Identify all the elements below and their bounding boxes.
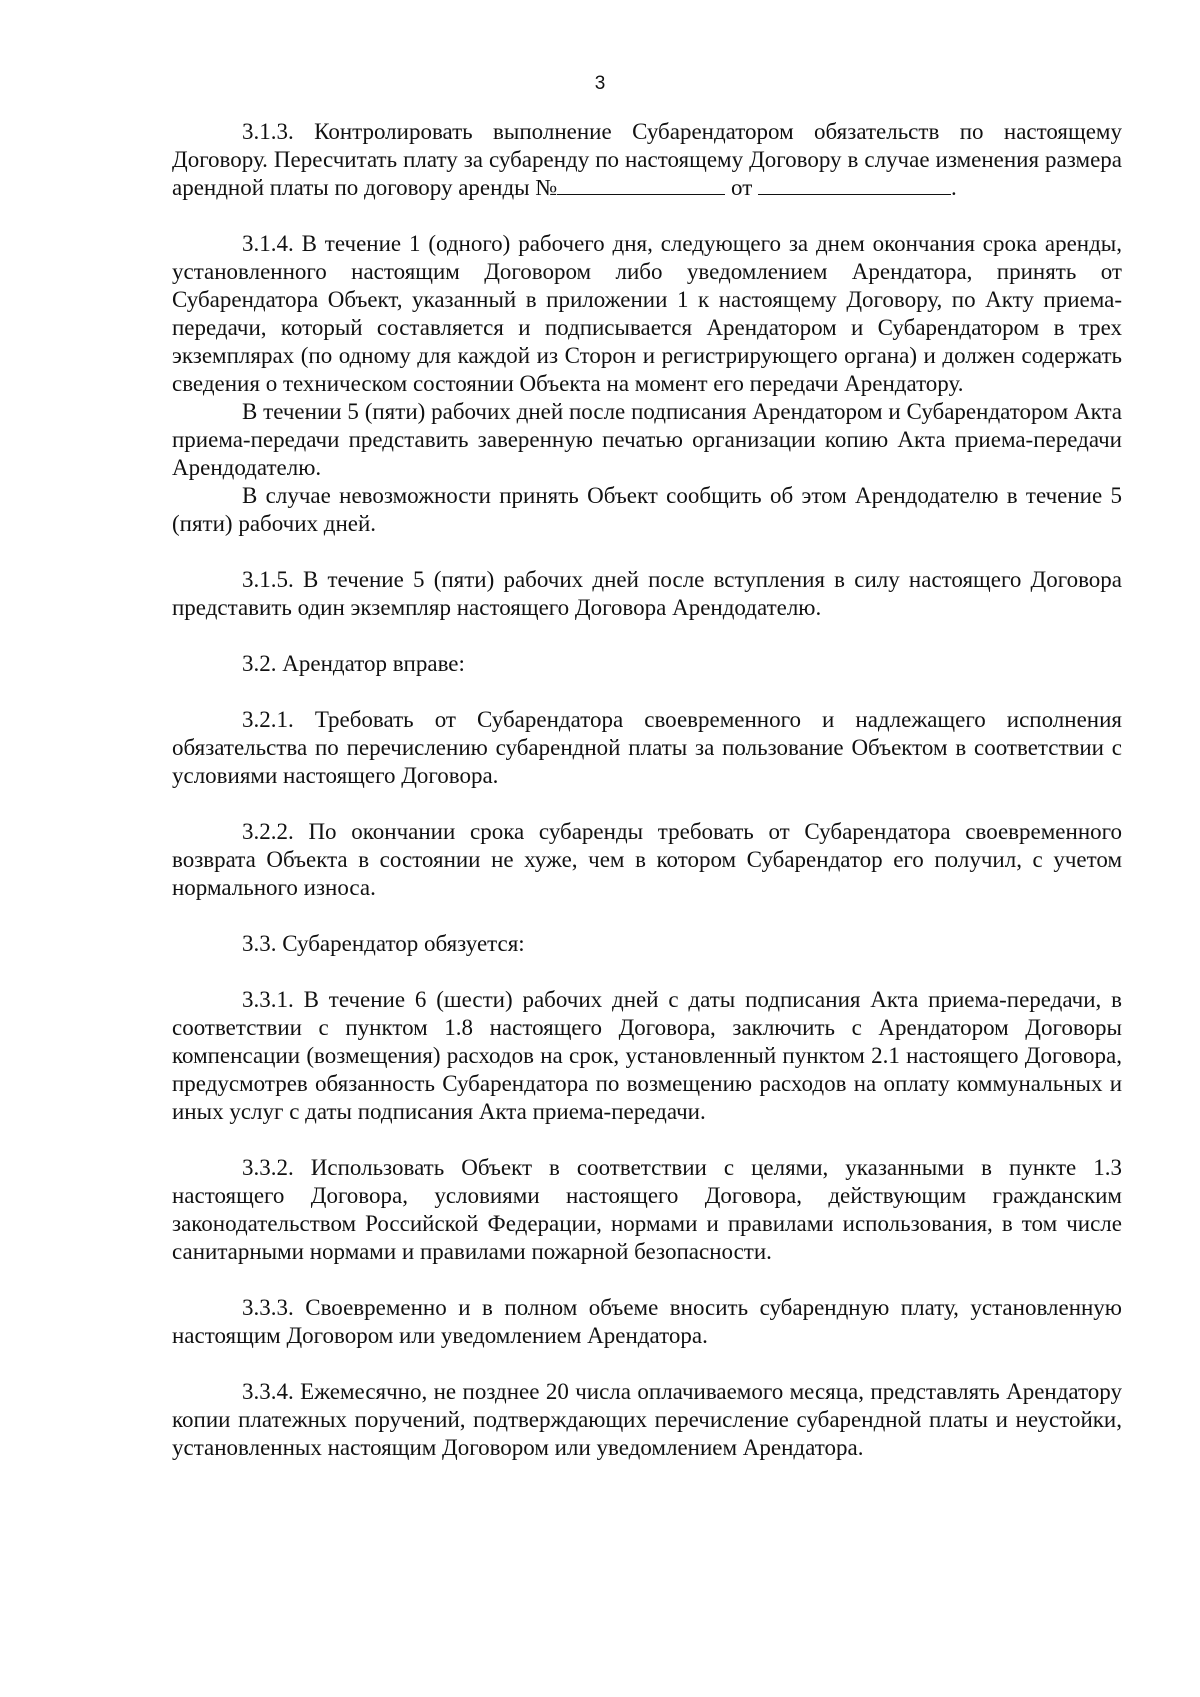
clause-3-3-2: 3.3.2. Использовать Объект в соответствии с целями, указанными в пункте 1.3 настоящего Договора, условиями настоящего Договора, действующим гражданским законодательством Российской Федерации, нормами и правилами использования, в том числе санитарными нормами и правилами пожарной безопасности. xyxy=(172,1155,1122,1264)
clause-3-2-heading: 3.2. Арендатор вправе: xyxy=(242,651,465,676)
clause-3-1-4-paragraph-3: В случае невозможности принять Объект сообщить об этом Арендодателю в течение 5 (пяти) рабочих дней. xyxy=(172,483,1122,536)
clause-3-1-3-from: от xyxy=(725,175,759,200)
clause-3-2-1: 3.2.1. Требовать от Субарендатора своевременного и надлежащего исполнения обязательства по перечислению субарендной платы за пользование Объектом в соответствии с условиями настоящего Договора. xyxy=(172,707,1122,788)
contract-date-blank xyxy=(758,174,951,195)
clause-3-1-3-text: 3.1.3. Контролировать выполнение Субарендатором обязательств по настоящему Договору. Пересчитать плату за субаренду по настоящему Договору в случае изменения размера арендной платы по договору аренды № xyxy=(172,119,1122,200)
clause-3-1-4: 3.1.4. В течение 1 (одного) рабочего дня, следующего за днем окончания срока аренды, установленного настоящим Договором либо уведомлением Арендатора, принять от Субарендатора Объект, указанный в приложении 1 к настоящему Договору, по Акту приема-передачи, который составляется и подписывается Арендатором и Субарендатором в трех экземплярах (по одному для каждой из Сторон и регистрирующего органа) и должен содержать сведения о техническом состоянии Объекта на момент его передачи Арендатору. xyxy=(172,231,1122,396)
clause-3-3-1: 3.3.1. В течение 6 (шести) рабочих дней с даты подписания Акта приема-передачи, в соответствии с пунктом 1.8 настоящего Договора, заключить с Арендатором Договоры компенсации (возмещения) расходов на срок, установленный пунктом 2.1 настоящего Договора, предусмотрев обязанность Субарендатора по возмещению расходов на оплату коммунальных и иных услуг с даты подписания Акта приема-передачи. xyxy=(172,987,1122,1124)
contract-number-blank xyxy=(557,174,725,195)
clause-3-2-2: 3.2.2. По окончании срока субаренды требовать от Субарендатора своевременного возврата Объекта в состоянии не хуже, чем в котором Субарендатор его получил, с учетом нормального износа. xyxy=(172,819,1122,900)
page-number: 3 xyxy=(594,73,606,94)
clause-3-3-4: 3.3.4. Ежемесячно, не позднее 20 числа оплачиваемого месяца, представлять Арендатору копии платежных поручений, подтверждающих перечисление субарендной платы и неустойки, установленных настоящим Договором или уведомлением Арендатора. xyxy=(172,1379,1122,1460)
clause-3-3-heading: 3.3. Субарендатор обязуется: xyxy=(242,931,525,956)
document-body xyxy=(172,118,1122,1462)
clause-3-1-4-paragraph-2: В течении 5 (пяти) рабочих дней после подписания Арендатором и Субарендатором Акта приема-передачи представить заверенную печатью организации копию Акта приема-передачи Арендодателю. xyxy=(172,399,1122,480)
clause-3-1-3 xyxy=(172,118,1122,202)
clause-3-1-3-end: . xyxy=(951,175,957,200)
clause-3-3-3: 3.3.3. Своевременно и в полном объеме вносить субарендную плату, установленную настоящим Договором или уведомлением Арендатора. xyxy=(172,1295,1122,1348)
clause-3-1-5: 3.1.5. В течение 5 (пяти) рабочих дней после вступления в силу настоящего Договора представить один экземпляр настоящего Договора Арендодателю. xyxy=(172,567,1122,620)
